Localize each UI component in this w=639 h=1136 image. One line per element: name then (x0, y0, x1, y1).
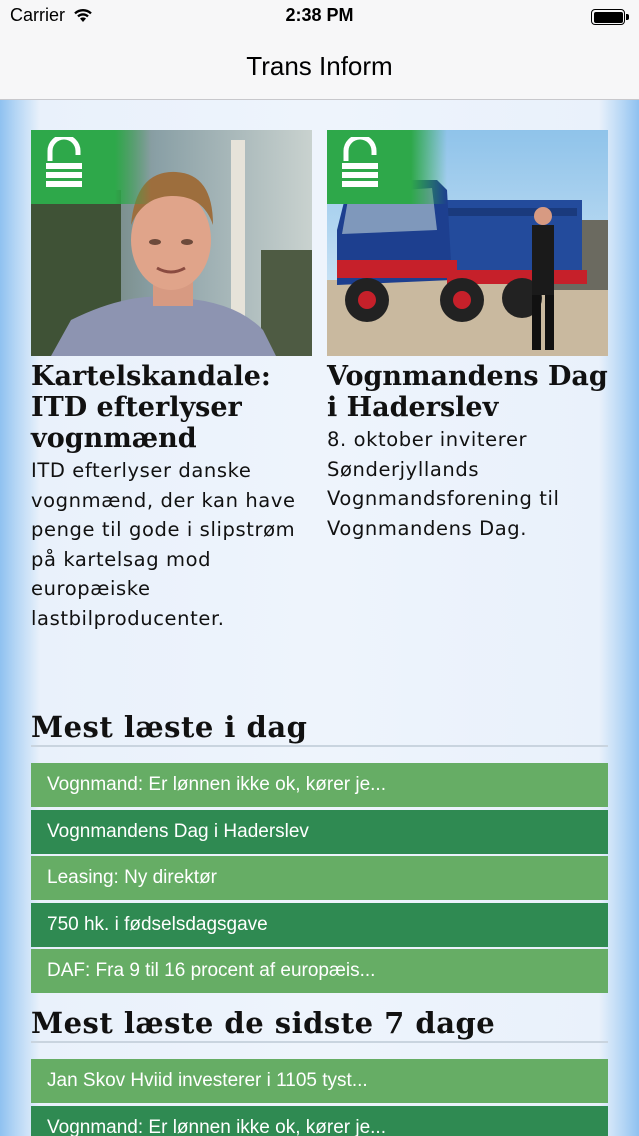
article-card[interactable] (31, 130, 312, 633)
article-headline[interactable]: Vognmandens Dag i Haderslev (327, 361, 608, 423)
list-item[interactable]: DAF: Fra 9 til 16 procent af europæis... (31, 949, 608, 993)
most-read-week-list (31, 1059, 608, 1136)
article-image[interactable] (327, 130, 608, 356)
list-item[interactable]: 750 hk. i fødselsdagsgave (31, 903, 608, 947)
battery-icon (591, 9, 629, 25)
lock-icon (340, 137, 380, 193)
list-item[interactable]: Vognmand: Er lønnen ikke ok, kører je... (31, 763, 608, 807)
article-headline[interactable]: Kartelskandale: ITD efterlyser vognmænd (31, 361, 271, 454)
section-title-most-read-today: Mest læste i dag (31, 710, 308, 744)
most-read-today-list (31, 763, 608, 996)
content-area[interactable] (0, 100, 639, 1136)
lock-icon (44, 137, 84, 193)
list-item[interactable]: Vognmand: Er lønnen ikke ok, kører je... (31, 1106, 608, 1136)
list-item[interactable]: Jan Skov Hviid investerer i 1105 tyst... (31, 1059, 608, 1103)
premium-badge (327, 130, 447, 204)
article-summary: ITD efterlyser danske vognmænd, der kan have penge til gode i slipstrøm på kartelsag mod europæiske lastbilproducenter. (31, 459, 296, 630)
section-divider (31, 1041, 608, 1043)
list-item[interactable]: Leasing: Ny direktør (31, 856, 608, 900)
premium-badge (31, 130, 151, 204)
navigation-bar (0, 34, 639, 100)
carrier-label: Carrier (10, 5, 66, 25)
clock: 2:38 PM (285, 5, 354, 25)
article-card[interactable] (327, 130, 608, 543)
section-divider (31, 745, 608, 747)
article-image[interactable] (31, 130, 312, 356)
app-title: Trans Inform (246, 51, 393, 81)
status-bar (0, 0, 639, 34)
article-summary: 8. oktober inviterer Sønderjyllands Vognmandsforening til Vognmandens Dag. (327, 428, 560, 540)
section-title-most-read-week: Mest læste de sidste 7 dage (31, 1006, 496, 1040)
list-item[interactable]: Vognmandens Dag i Haderslev (31, 810, 608, 854)
